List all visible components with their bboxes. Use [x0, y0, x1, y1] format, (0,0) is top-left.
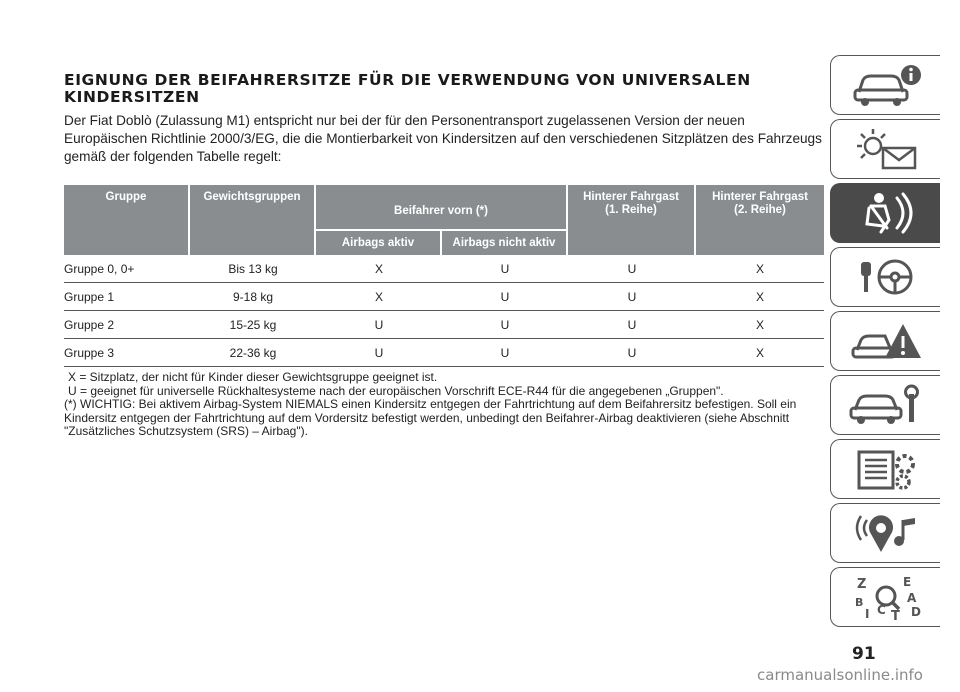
cell-airbags-nicht-aktiv: U — [442, 283, 568, 311]
header-beifahrer-vorn: Beifahrer vorn (*) — [316, 185, 568, 231]
index-letter-t: T — [890, 609, 900, 622]
index-letter-b: B — [854, 596, 863, 609]
intro-paragraph: Der Fiat Doblò (Zulassung M1) entspricht nur bei der für den Personentransport zugelassenen Version der neuen Europäischen Richtlinie 2000/3/EG, die die Montierbarkeit von Kindersitzen auf den verschiedenen Sitzplätzen des Fahrzeugs gemäß der folgenden Tabelle regelt: — [64, 113, 822, 164]
table-row — [64, 283, 824, 311]
cell-airbags-aktiv: X — [316, 255, 442, 283]
cell-hinten-2: X — [696, 255, 824, 283]
header-hinterer-fahrgast-2: Hinterer Fahrgast (2. Reihe) — [696, 185, 824, 255]
car-maintenance-icon — [841, 380, 931, 430]
child-seat-suitability-table — [64, 185, 824, 367]
cell-airbags-aktiv: X — [316, 283, 442, 311]
cell-hinten-2: X — [696, 283, 824, 311]
table-row — [64, 311, 824, 339]
cell-airbags-aktiv: U — [316, 311, 442, 339]
note-x: X = Sitzplatz, der nicht für Kinder dieser Gewichtsgruppe geeignet ist. — [68, 370, 438, 384]
index-letter-d: D — [910, 605, 921, 619]
header-airbags-nicht-aktiv: Airbags nicht aktiv — [442, 231, 568, 255]
header-airbags-aktiv: Airbags aktiv — [316, 231, 442, 255]
cell-gewicht: 15-25 kg — [190, 311, 316, 339]
cell-airbags-nicht-aktiv: U — [442, 311, 568, 339]
car-info-icon — [841, 60, 931, 110]
tab-car-info[interactable] — [830, 55, 940, 115]
watermark: carmanualsonline.info — [757, 666, 923, 684]
header-gruppe: Gruppe — [64, 185, 190, 255]
index-letter-z: Z — [856, 577, 866, 592]
cell-gruppe: Gruppe 0, 0+ — [64, 255, 190, 283]
tab-emergency[interactable] — [830, 311, 940, 371]
technical-data-icon — [841, 444, 931, 494]
index-letter-a: A — [906, 591, 916, 605]
cell-gewicht: 22-36 kg — [190, 339, 316, 367]
table-footnotes — [64, 371, 824, 439]
tab-technical-data[interactable] — [830, 439, 940, 499]
seat-safety-icon — [841, 188, 931, 238]
table-row — [64, 255, 824, 283]
tab-multimedia[interactable] — [830, 503, 940, 563]
cell-hinten-1: U — [568, 311, 696, 339]
tab-index[interactable] — [830, 567, 940, 627]
index-letter-i: I — [864, 607, 869, 621]
warning-light-message-icon — [841, 124, 931, 174]
cell-airbags-nicht-aktiv: U — [442, 339, 568, 367]
cell-gruppe: Gruppe 2 — [64, 311, 190, 339]
header-hinterer-fahrgast-1: Hinterer Fahrgast (1. Reihe) — [568, 185, 696, 255]
tab-maintenance[interactable] — [830, 375, 940, 435]
cell-gewicht: Bis 13 kg — [190, 255, 316, 283]
multimedia-icon — [841, 508, 931, 558]
cell-hinten-1: U — [568, 283, 696, 311]
emergency-triangle-icon — [841, 316, 931, 366]
tab-seat-safety[interactable] — [830, 183, 940, 243]
tab-starting-driving[interactable] — [830, 247, 940, 307]
cell-hinten-1: U — [568, 255, 696, 283]
key-steering-wheel-icon — [841, 252, 931, 302]
alphabetical-index-icon — [841, 572, 931, 622]
page-number: 91 — [852, 644, 876, 664]
index-letter-e: E — [902, 575, 911, 589]
table-row — [64, 339, 824, 367]
index-letter-c: C — [876, 603, 886, 617]
cell-airbags-nicht-aktiv: U — [442, 255, 568, 283]
cell-hinten-2: X — [696, 339, 824, 367]
cell-gruppe: Gruppe 1 — [64, 283, 190, 311]
header-gewichtsgruppen: Gewichtsgruppen — [190, 185, 316, 255]
cell-gewicht: 9-18 kg — [190, 283, 316, 311]
cell-airbags-aktiv: U — [316, 339, 442, 367]
note-wichtig: (*) WICHTIG: Bei aktivem Airbag-System NIEMALS einen Kindersitz entgegen der Fahrtrichtung auf dem Beifahrersitz befestigen. Soll ein Kindersitz entgegen der Fahrtrichtung auf dem Vordersitz befestigt werden, unbedingt den Beifahrer-Airbag deaktivieren (siehe Abschnitt "Zusätzliches Schutzsystem (SRS) – Airbag"). — [64, 397, 797, 438]
cell-hinten-2: X — [696, 311, 824, 339]
cell-gruppe: Gruppe 3 — [64, 339, 190, 367]
document-content — [64, 72, 824, 439]
page-title: EIGNUNG DER BEIFAHRERSITZE FÜR DIE VERWENDUNG VON UNIVERSALEN KINDERSITZEN — [64, 71, 751, 106]
tab-warning-lights[interactable] — [830, 119, 940, 179]
chapter-tabs — [830, 55, 940, 631]
cell-hinten-1: U — [568, 339, 696, 367]
note-u: U = geeignet für universelle Rückhaltesysteme nach der europäischen Vorschrift ECE-R44 für die angegebenen „Gruppen". — [68, 383, 724, 398]
